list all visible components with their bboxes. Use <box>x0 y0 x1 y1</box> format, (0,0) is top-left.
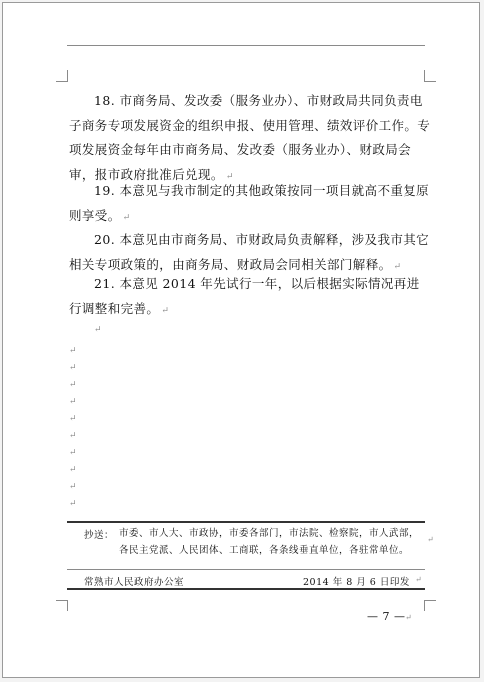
crop-mark-top-right <box>424 81 436 82</box>
crop-mark-bottom-right <box>424 600 436 601</box>
paragraph-mark-icon: ↵ <box>69 482 77 492</box>
paragraph-mark-icon: ↵ <box>69 431 77 441</box>
paragraph-mark-icon: ↵ <box>69 465 77 475</box>
paragraph-mark-icon: ↵ <box>69 363 77 373</box>
paragraph-mark-icon: ↵ <box>393 261 402 272</box>
paragraph-mark-icon: ↵ <box>69 448 77 458</box>
crop-mark-bottom-left <box>67 600 68 611</box>
document-page <box>2 2 480 678</box>
cc-label: 抄送： <box>84 530 115 541</box>
paragraph-mark-icon: ↵ <box>122 212 131 223</box>
paragraph-mark-icon: ↵ <box>69 499 77 509</box>
paragraph-text: 18. 市商务局、发改委（服务业办）、市财政局共同负责电子商务专项发展资金的组织申报、使用管理、绩效评价工作。专项发展资金每年由市商务局、发改委（服务业办）、财政局会审，报市政府批准后兑现。 <box>69 93 431 182</box>
header-rule <box>67 45 425 46</box>
crop-mark-bottom-right <box>424 600 425 611</box>
crop-mark-top-right <box>424 70 425 81</box>
footer-rule-top <box>67 521 425 523</box>
paragraph-text: 21. 本意见 2014 年先试行一年，以后根据实际情况再进行调整和完善。 <box>69 276 420 316</box>
paragraph-mark-icon: ↵ <box>161 305 169 316</box>
paragraph-mark-icon: ↵ <box>69 397 77 407</box>
crop-mark-top-left <box>67 70 68 81</box>
paragraph-mark-icon: ↵ <box>94 325 102 335</box>
paragraph-18 <box>69 89 431 189</box>
paragraph-text: 19. 本意见与我市制定的其他政策按同一项目就高不重复原则享受。 <box>69 183 430 223</box>
footer-rule-mid <box>67 569 425 570</box>
paragraph-mark-icon: ↵ <box>415 575 422 584</box>
paragraph-text: 20. 本意见由市商务局、市财政局负责解释，涉及我市其它相关专项政策的，由商务局、财政局会同相关部门解释。 <box>69 232 430 272</box>
paragraph-19 <box>69 179 431 230</box>
paragraph-mark-icon: ↵ <box>427 535 434 544</box>
cc-recipients: 市委、市人大、市政协，市委各部门，市法院、检察院，市人武部，各民主党派、人民团体、工商联，各条线垂直单位，各驻常单位。 <box>119 528 420 556</box>
paragraph-mark-icon: ↵ <box>405 613 412 622</box>
paragraph-21 <box>69 272 431 323</box>
crop-mark-bottom-left <box>56 600 68 601</box>
footer-rule-bottom <box>67 588 425 590</box>
paragraph-mark-icon: ↵ <box>69 414 77 424</box>
crop-mark-top-left <box>56 81 68 82</box>
page-number: — 7 — <box>367 610 406 623</box>
paragraph-mark-icon: ↵ <box>69 346 77 356</box>
issuing-office: 常熟市人民政府办公室 <box>84 577 185 588</box>
paragraph-mark-icon: ↵ <box>69 380 77 390</box>
paragraph-mark-icon: ↵ <box>225 171 234 182</box>
issue-date: 2014 年 8 月 6 日印发 <box>303 577 410 588</box>
